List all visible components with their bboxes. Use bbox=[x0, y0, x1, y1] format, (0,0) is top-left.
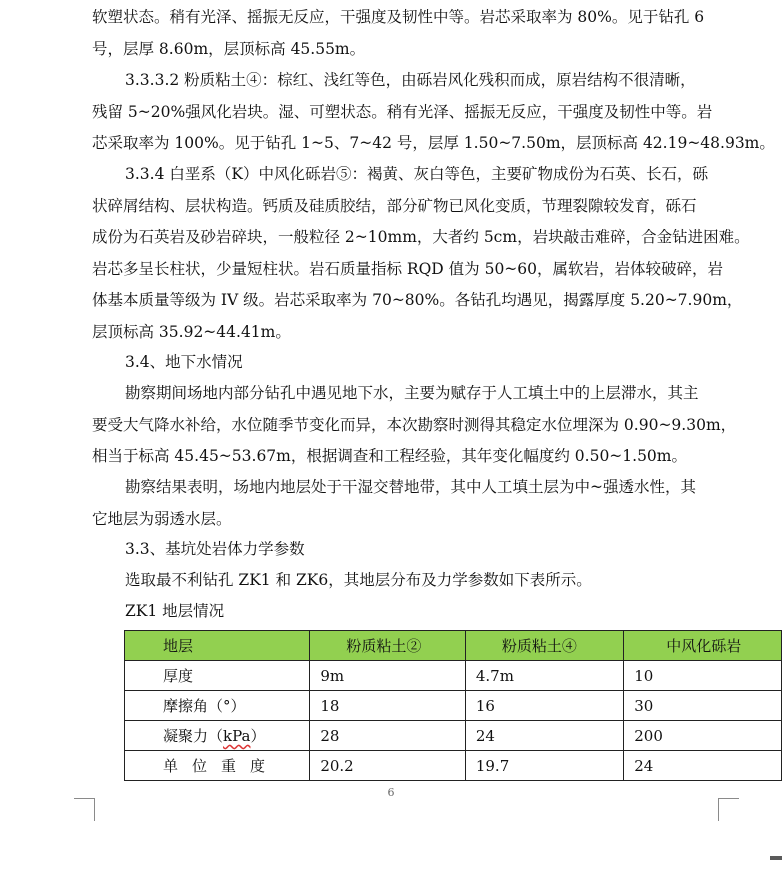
row-label bbox=[125, 721, 310, 751]
paragraph-silty-clay-4 bbox=[92, 65, 775, 160]
paragraph-permeability bbox=[92, 472, 722, 535]
text-line: 芯采取率为 100%。见于钻孔 1~5、7~42 号，层厚 1.50~7.50m，层顶标高 42.19~48.93m。 bbox=[92, 134, 775, 152]
text-line: 选取最不利钻孔 ZK1 和 ZK6，其地层分布及力学参数如下表所示。 bbox=[125, 571, 592, 589]
header-cell: 粉质粘土② bbox=[310, 631, 466, 661]
table-cell: 200 bbox=[624, 721, 782, 751]
row-label: 单位重度 bbox=[125, 751, 310, 781]
table-caption: ZK1 地层情况 bbox=[125, 602, 225, 620]
crop-mark-left bbox=[74, 798, 95, 821]
header-cell: 中风化砾岩 bbox=[624, 631, 782, 661]
text-line: 岩芯多呈长柱状，少量短柱状。岩石质量指标 RQD 值为 50~60，属软岩，岩体较破碎，岩 bbox=[92, 259, 724, 278]
crop-mark-right bbox=[718, 798, 739, 821]
table-cell: 9m bbox=[310, 661, 466, 691]
row-label-text: ） bbox=[250, 727, 266, 745]
heading-rock-mechanics bbox=[92, 534, 722, 566]
table-cell: 20.2 bbox=[310, 751, 466, 781]
text-line: 要受大气降水补给，水位随季节变化而异，本次勘察时测得其稳定水位埋深为 0.90~9.30m， bbox=[92, 415, 737, 434]
table-cell: 16 bbox=[465, 691, 623, 721]
table-header-row bbox=[125, 631, 782, 661]
header-cell: 地层 bbox=[125, 631, 310, 661]
text-line: 层顶标高 35.92~44.41m。 bbox=[92, 322, 291, 341]
row-label: 厚度 bbox=[125, 661, 310, 691]
page-number: 6 bbox=[387, 786, 395, 799]
table-title bbox=[92, 596, 722, 628]
row-label: 摩擦角（°） bbox=[125, 691, 310, 721]
header-cell: 粉质粘土④ bbox=[465, 631, 623, 661]
row-label-text: 凝聚力（ bbox=[163, 727, 224, 745]
text-line: 勘察结果表明，场地内地层处于干湿交替地带，其中人工填土层为中~强透水性，其 bbox=[125, 478, 696, 496]
section-heading: 3.3、基坑处岩体力学参数 bbox=[125, 540, 305, 558]
text-line: 残留 5~20%强风化岩块。湿、可塑状态。稍有光泽、摇振无反应，干强度及韧性中等。岩 bbox=[92, 102, 713, 121]
table-cell: 18 bbox=[310, 691, 466, 721]
paragraph-soft-plastic bbox=[92, 2, 722, 65]
table-cell: 24 bbox=[465, 721, 623, 751]
text-line: 3.3.4 白垩系（K）中风化砾岩⑤：褐黄、灰白等色，主要矿物成份为石英、长石，砾 bbox=[125, 165, 708, 183]
text-line: 相当于标高 45.45~53.67m，根据调查和工程经验，其年变化幅度约 0.50~1.50m。 bbox=[92, 447, 687, 465]
paragraph-conglomerate-5 bbox=[92, 159, 750, 348]
paragraph-groundwater bbox=[92, 378, 737, 473]
table-row bbox=[125, 691, 782, 721]
table-cell: 10 bbox=[624, 661, 782, 691]
table-cell: 4.7m bbox=[465, 661, 623, 691]
table-cell: 19.7 bbox=[465, 751, 623, 781]
text-line: 成份为石英岩及砂岩碎块，一般粒径 2~10mm，大者约 5cm，岩块敲击难碎，合金钻进困难。 bbox=[92, 228, 750, 246]
text-line: 体基本质量等级为 IV 级。岩芯采取率为 70~80%。各钻孔均遇见，揭露厚度 5.20~7.90m， bbox=[92, 291, 743, 309]
table-row bbox=[125, 721, 782, 751]
table-row bbox=[125, 661, 782, 691]
zk1-strata-table bbox=[124, 630, 782, 781]
text-line: 号，层厚 8.60m，层顶标高 45.55m。 bbox=[92, 39, 366, 58]
heading-groundwater bbox=[92, 347, 722, 379]
table-cell: 28 bbox=[310, 721, 466, 751]
paragraph-selection bbox=[92, 565, 722, 597]
section-heading: 3.4、地下水情况 bbox=[125, 353, 243, 371]
table-cell: 24 bbox=[624, 751, 782, 781]
text-line: 状碎屑结构、层状构造。钙质及硅质胶结，部分矿物已风化变质，节理裂隙较发育，砾石 bbox=[92, 196, 697, 215]
text-line: 勘察期间场地内部分钻孔中遇见地下水，主要为赋存于人工填土中的上层滞水，其主 bbox=[125, 384, 699, 402]
table-cell: 30 bbox=[624, 691, 782, 721]
scroll-marker bbox=[770, 856, 782, 860]
unit-spellcheck: kPa bbox=[223, 727, 251, 745]
text-line: 软塑状态。稍有光泽、摇振无反应，干强度及韧性中等。岩芯采取率为 80%。见于钻孔 6 bbox=[92, 8, 705, 26]
text-line: 3.3.3.2 粉质粘土④：棕红、浅红等色，由砾岩风化残积而成，原岩结构不很清晰， bbox=[125, 71, 696, 89]
table-row bbox=[125, 751, 782, 781]
text-line: 它地层为弱透水层。 bbox=[92, 509, 232, 528]
